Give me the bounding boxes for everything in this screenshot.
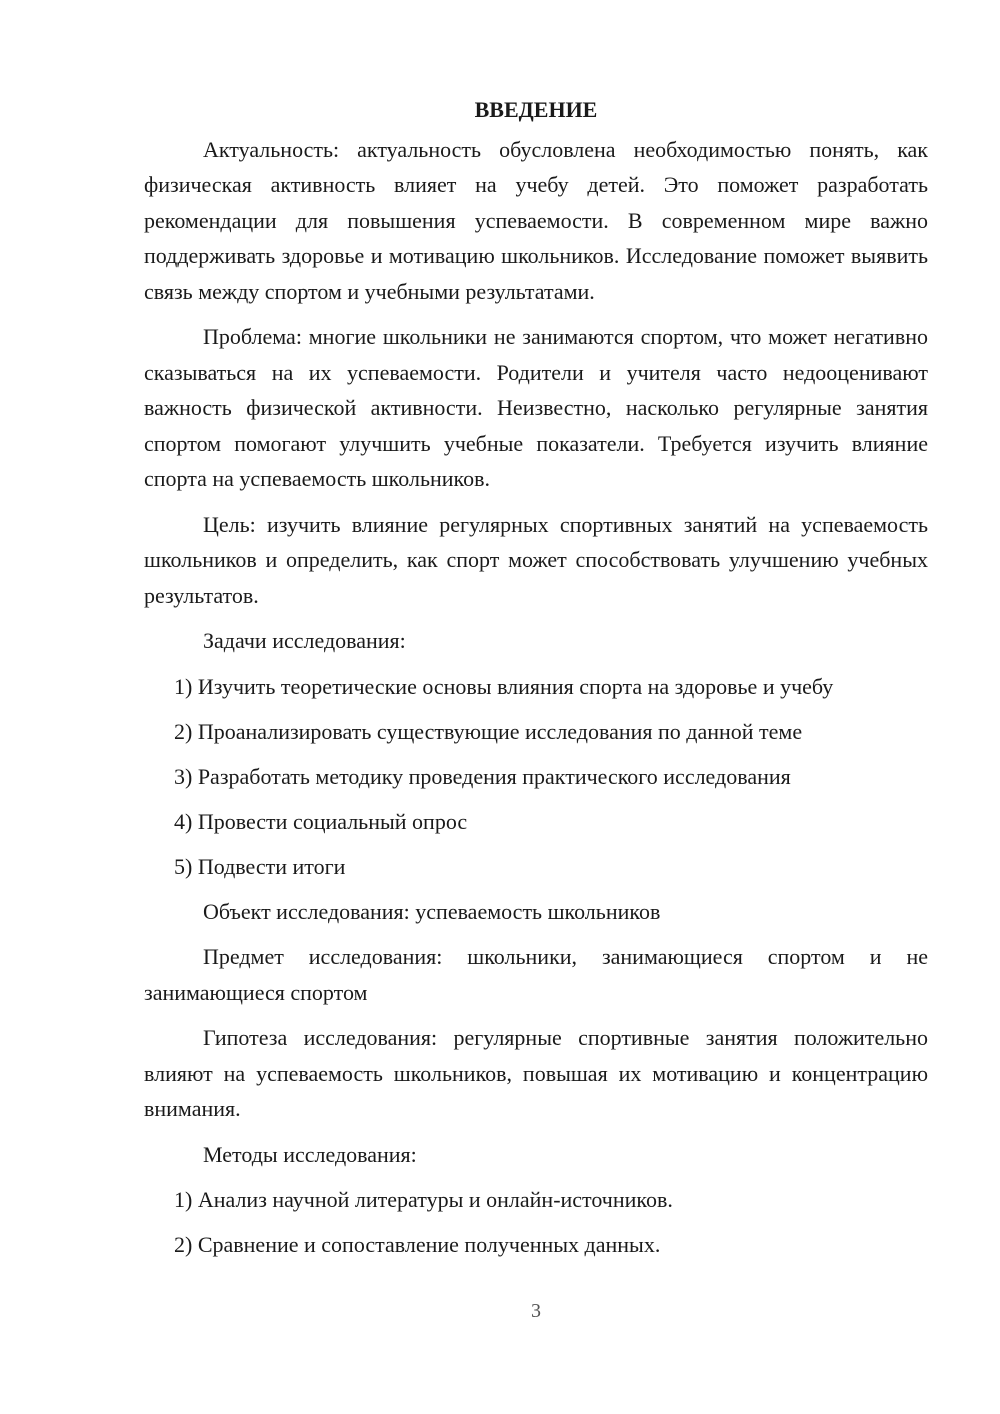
page-content xyxy=(144,92,928,1272)
object-paragraph: Объект исследования: успеваемость школьников xyxy=(203,898,661,924)
method-item-2: 2) Сравнение и сопоставление полученных данных. xyxy=(174,1232,661,1257)
task-item-1: 1) Изучить теоретические основы влияния спорта на здоровье и учебу xyxy=(174,673,834,699)
task-item-3: 3) Разработать методику проведения практического исследования xyxy=(174,763,791,789)
section-title: ВВЕДЕНИЕ xyxy=(474,97,598,122)
method-item-1: 1) Анализ научной литературы и онлайн-источников. xyxy=(174,1187,673,1212)
subject-paragraph: Предмет исследования: школьники, занимающиеся спортом и не занимающиеся спортом xyxy=(144,944,928,1005)
hypothesis-paragraph: Гипотеза исследования: регулярные спортивные занятия положительно влияют на успеваемость школьников, повышая их мотивацию и концентрацию внимания. xyxy=(144,1025,928,1121)
tasks-heading: Задачи исследования: xyxy=(203,628,406,653)
page-number: 3 xyxy=(531,1300,541,1322)
problem-paragraph: Проблема: многие школьники не занимаются спортом, что может негативно сказываться на их успеваемости. Родители и учителя часто недооценивают важность физической активности. Неизвестно, насколько регулярные занятия спортом помогают улучшить учебные показатели. Требуется изучить влияние спорта на успеваемость школьников. xyxy=(144,324,928,491)
task-item-4: 4) Провести социальный опрос xyxy=(174,808,468,834)
methods-heading: Методы исследования: xyxy=(203,1141,417,1167)
task-item-5: 5) Подвести итоги xyxy=(174,853,346,879)
relevance-paragraph: Актуальность: актуальность обусловлена необходимостью понять, как физическая активность влияет на учебу детей. Это поможет разработать рекомендации для повышения успеваемости. В современном мире важно поддерживать здоровье и мотивацию школьников. Исследование поможет выявить связь между спортом и учебными результатами. xyxy=(144,136,928,304)
task-item-2: 2) Проанализировать существующие исследования по данной теме xyxy=(174,718,803,744)
goal-paragraph: Цель: изучить влияние регулярных спортивных занятий на успеваемость школьников и определить, как спорт может способствовать улучшению учебных результатов. xyxy=(144,511,928,608)
